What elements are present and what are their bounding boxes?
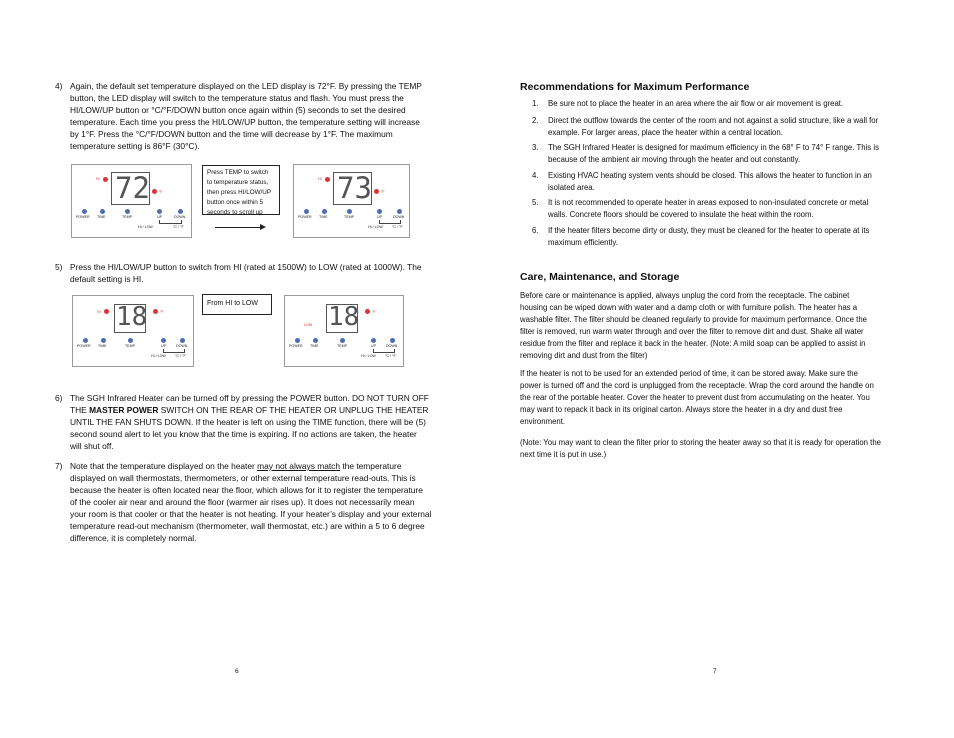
fahrenheit-indicator-icon — [152, 189, 157, 194]
rec-line: It is not recommended to operate heater in areas exposed to non-insulated concrete or metal — [548, 198, 869, 207]
time-button-icon — [313, 338, 318, 343]
hi-low-callout-box — [202, 294, 272, 315]
hi-label: HI — [96, 177, 100, 181]
hi-low-bracket — [163, 349, 185, 353]
rec-number: 5. — [532, 198, 539, 207]
hi-low-label: HI / LOW — [138, 225, 153, 229]
up-button-icon — [161, 338, 166, 343]
hi-indicator-icon — [104, 309, 109, 314]
fahrenheit-indicator-icon — [374, 189, 379, 194]
control-panel-diagram — [72, 295, 194, 367]
callout-line: button once within 5 — [207, 199, 264, 206]
care-line: the rear of the portable heater. Cover the heater to prevent dust from accumulating on the heater. You — [520, 393, 870, 402]
fahrenheit-label: °F — [159, 190, 163, 194]
power-label: POWER — [76, 215, 90, 219]
control-panel-diagram — [284, 295, 404, 367]
down-label: DOWN — [386, 344, 398, 348]
rec-item — [548, 225, 920, 248]
power-label: POWER — [289, 344, 303, 348]
cf-label: °C / °F — [392, 225, 403, 229]
fahrenheit-label: °F — [160, 310, 164, 314]
cf-label: °C / °F — [173, 225, 184, 229]
rec-number: 3. — [532, 143, 539, 152]
care-line: filter is removed, run warm water through and over the filter to remove dirt and dust. Shake all water — [520, 327, 864, 336]
led-readout: 18 — [328, 302, 360, 332]
item-7 — [55, 460, 450, 544]
item-7-line: of the cooler air near and around the floor (warmer air rises up). It does not necessarily mean — [70, 497, 415, 507]
rec-line: Direct the outflow towards the center of the room and not against a solid structure, like a wall for — [548, 116, 879, 125]
item-6-text: SWITCH ON THE REAR OF THE HEATER OR UNPLUG THE HEATER — [158, 405, 429, 415]
hi-label: HI — [97, 310, 101, 314]
power-label: POWER — [298, 215, 312, 219]
up-button-icon — [157, 209, 162, 214]
up-button-icon — [371, 338, 376, 343]
time-label: TIME — [98, 344, 107, 348]
led-display — [333, 172, 372, 205]
care-line: If the heater is not to be used for an extended period of time, it can be stored away. Make sure the — [520, 369, 858, 378]
care-line: housing can be wiped down with water and a damp cloth or with furniture polish. The heater has a — [520, 303, 858, 312]
time-label: TIME — [319, 215, 328, 219]
care-line: Before care or maintenance is applied, always unplug the cord from the receptacle. The cabinet — [520, 291, 850, 300]
power-button-icon — [295, 338, 300, 343]
rec-item — [548, 197, 920, 220]
temp-button-icon — [128, 338, 133, 343]
item-7-line: your room is that cooler or that the heater is not heating. If your heater’s display and your external — [70, 509, 432, 519]
rec-line: Be sure not to place the heater in an area where the air flow or air movement is great. — [548, 99, 844, 108]
master-power-emphasis: MASTER POWER — [89, 405, 159, 415]
control-panel-diagram — [71, 164, 192, 238]
item-4-line: temperature setting is 86°F (30°C). — [70, 141, 200, 151]
care-line: residue from the filter and replace it back in the heater. (Note: A mild soap can be applied to assist in — [520, 339, 866, 348]
led-display — [114, 304, 146, 333]
care-line: removing dirt and dust from the filter) — [520, 351, 648, 360]
care-line: power is turned off and the cord is unplugged from the receptacle. Wrap the cord around the handle on — [520, 381, 874, 390]
item-4-line: HI/LOW/UP button or °C/°F/DOWN button once again within (5) seconds to set the desired — [70, 105, 406, 115]
arrow-head-icon — [260, 224, 266, 230]
down-label: DOWN — [176, 344, 188, 348]
rec-line: If the heater filters become dirty or dusty, they must be cleaned for the heater to operate at its — [548, 226, 870, 235]
time-label: TIME — [97, 215, 106, 219]
rec-line: maximum efficiently. — [548, 237, 618, 247]
control-panel-diagram — [293, 164, 410, 238]
underlined-text: may not always match — [257, 461, 341, 471]
power-label: POWER — [77, 344, 91, 348]
cf-label: °C / °F — [175, 354, 186, 358]
rec-number: 4. — [532, 171, 539, 180]
rec-line: example. For larger areas, place the heater within a central location. — [548, 127, 783, 137]
item-4-number: 4) — [55, 81, 63, 91]
hi-low-bracket — [159, 220, 182, 224]
item-4-line: button, the LED display will switch to the temperature status and flash. You must press the — [70, 93, 404, 103]
item-7-text: Note that the temperature displayed on the heater — [70, 461, 258, 471]
down-button-icon — [178, 209, 183, 214]
item-7-text: the temperature — [340, 461, 402, 471]
care-line: environment. — [520, 417, 566, 426]
rec-item — [548, 115, 920, 138]
item-6-line: The SGH Infrared Heater can be turned off by pressing the POWER button. DO NOT TURN OFF — [70, 393, 429, 403]
item-6-line: will shut off. — [70, 441, 114, 451]
item-6-text: THE — [70, 405, 90, 415]
item-4-line: by 1°F. Press the °C/°F/DOWN button and the time will decrease by 1°F. The maximum — [70, 129, 393, 139]
item-6-number: 6) — [55, 393, 63, 403]
led-display — [326, 304, 358, 333]
temp-label: TEMP — [344, 215, 354, 219]
care-line: (Note: You may want to clean the filter prior to storing the heater away so that it is ready for operation the — [520, 438, 882, 447]
up-label: UP — [371, 344, 376, 348]
temp-button-icon — [347, 209, 352, 214]
callout-line: Press TEMP to switch — [207, 169, 269, 176]
care-heading: Care, Maintenance, and Storage — [520, 271, 680, 283]
time-button-icon — [100, 209, 105, 214]
item-6-line — [70, 404, 450, 416]
up-label: UP — [161, 344, 166, 348]
arrow — [215, 227, 260, 228]
item-5-number: 5) — [55, 262, 63, 272]
up-label: UP — [157, 215, 162, 219]
power-button-icon — [82, 209, 87, 214]
item-6-line: UNTIL THE FAN SHUTS DOWN. If the heater is left on using the TIME function, there will be (5) — [70, 417, 426, 427]
temp-label: TEMP — [122, 215, 132, 219]
up-label: UP — [377, 215, 382, 219]
led-readout: 72 — [115, 171, 150, 205]
recommendations-heading: Recommendations for Maximum Performance — [520, 81, 750, 93]
time-button-icon — [322, 209, 327, 214]
callout-line: to temperature status, — [207, 179, 269, 186]
fahrenheit-indicator-icon — [365, 309, 370, 314]
rec-line: because of the ambient air moving through the heater and out constantly. — [548, 154, 801, 164]
care-paragraph-3 — [520, 437, 920, 461]
temp-button-icon — [125, 209, 130, 214]
item-5-line: Press the HI/LOW/UP button to switch from HI (rated at 1500W) to LOW (rated at 1000W). The — [70, 262, 422, 272]
power-button-icon — [304, 209, 309, 214]
rec-item — [548, 98, 920, 110]
led-readout: 18 — [116, 302, 148, 332]
care-line: washable filter. The filter should be cleaned regularly to provide for maximum performance. Once the — [520, 315, 867, 324]
rec-line: isolated area. — [548, 182, 595, 192]
down-button-icon — [390, 338, 395, 343]
item-7-line — [70, 460, 450, 472]
rec-item — [548, 170, 920, 193]
item-6 — [55, 392, 450, 452]
rec-number: 1. — [532, 99, 539, 108]
temp-callout-box — [202, 165, 280, 215]
care-paragraph-1 — [520, 290, 920, 362]
low-label: LOW — [304, 323, 313, 327]
item-7-line: displayed on wall thermostats, thermometers, or other external temperature read-outs. This is — [70, 473, 416, 483]
item-5 — [55, 261, 450, 285]
hi-indicator-icon — [103, 177, 108, 182]
down-button-icon — [180, 338, 185, 343]
temp-label: TEMP — [125, 344, 135, 348]
hi-indicator-icon — [325, 177, 330, 182]
item-7-number: 7) — [55, 461, 63, 471]
item-6-line: second sound alert to let you know that the time is expiring. If no actions are taken, the heater — [70, 429, 417, 439]
fahrenheit-label: °F — [381, 190, 385, 194]
down-button-icon — [397, 209, 402, 214]
down-label: DOWN — [174, 215, 186, 219]
hi-low-bracket — [379, 220, 401, 224]
care-line: next time it is put in use.) — [520, 450, 607, 459]
led-display — [111, 172, 150, 205]
item-7-line: difference, it is completely normal. — [70, 533, 197, 543]
hi-low-label: HI / LOW — [151, 354, 166, 358]
temp-label: TEMP — [337, 344, 347, 348]
cf-label: °C / °F — [385, 354, 396, 358]
hi-label: HI — [318, 177, 322, 181]
rec-line: Existing HVAC heating system vents should be closed. This allows the heater to function in an — [548, 171, 872, 180]
fahrenheit-indicator-icon — [153, 309, 158, 314]
fahrenheit-label: °F — [372, 310, 376, 314]
care-line: may want to repack it back in its original carton. Always store the heater in a dry and dust free — [520, 405, 843, 414]
item-7-line: temperature read-out mechanism (thermometer, wall thermostat, etc.) are within a 5 to 6 degree — [70, 521, 425, 531]
page-number-left: 6 — [235, 668, 239, 675]
callout-text: From HI to LOW — [207, 300, 258, 307]
time-button-icon — [101, 338, 106, 343]
callout-line: seconds to scroll up — [207, 209, 263, 216]
item-4 — [55, 80, 450, 152]
hi-low-bracket — [373, 349, 395, 353]
rec-number: 2. — [532, 116, 539, 125]
page-number-right: 7 — [713, 668, 717, 675]
item-4-line: Again, the default set temperature displayed on the LED display is 72°F. By pressing the TEMP — [70, 81, 422, 91]
item-4-line: temperature. Each time you press the HI/LOW/UP button, the temperature setting will increase — [70, 117, 420, 127]
rec-item — [548, 142, 920, 165]
hi-low-label: HI / LOW — [368, 225, 383, 229]
item-7-line: because the heater is often located near the floor, which allows for it to register the temperature — [70, 485, 423, 495]
led-readout: 73 — [337, 171, 372, 205]
item-5-line: default setting is HI. — [70, 274, 144, 284]
down-label: DOWN — [393, 215, 405, 219]
rec-line: walls. Concrete floors should be covered to insulate the heat within the room. — [548, 209, 814, 219]
rec-number: 6. — [532, 226, 539, 235]
hi-low-label: HI / LOW — [361, 354, 376, 358]
power-button-icon — [83, 338, 88, 343]
care-paragraph-2 — [520, 368, 920, 428]
temp-button-icon — [340, 338, 345, 343]
up-button-icon — [377, 209, 382, 214]
rec-line: The SGH Infrared Heater is designed for maximum efficiency in the 68° F to 74° F range. This is — [548, 143, 879, 152]
callout-line: then press HI/LOW/UP — [207, 189, 272, 196]
time-label: TIME — [310, 344, 319, 348]
